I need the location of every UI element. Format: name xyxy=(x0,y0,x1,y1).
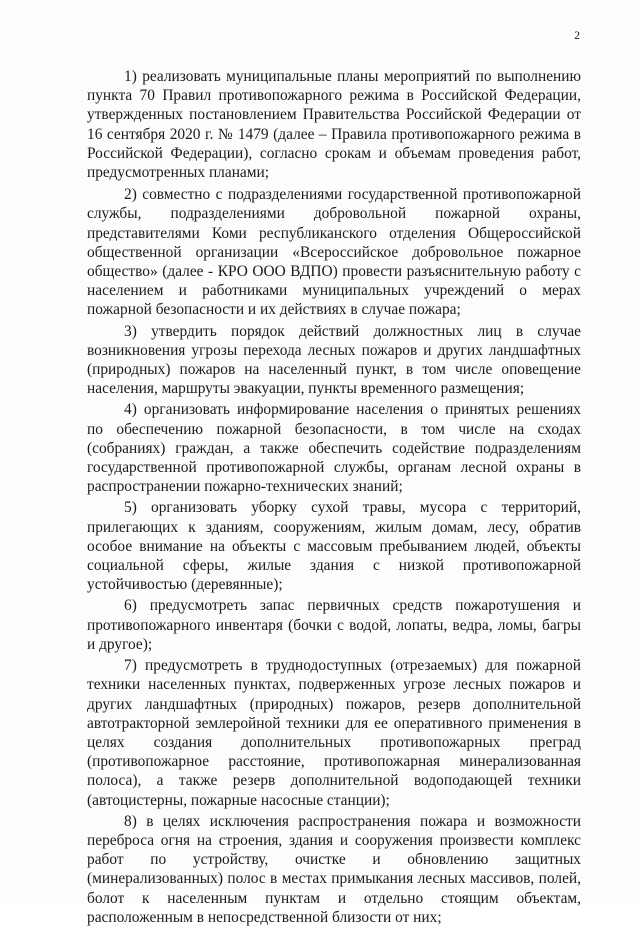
page-number: 2 xyxy=(574,30,580,42)
paragraph-item-8: 8) в целях исключения распространения пожара и возможности переброса огня на строения, здания и сооружения произвести комплекс работ по устройству, очистке и обновлению защитных (минерализованных) полос в местах примыкания лесных массивов, полей, болот к населенным пунктам и отдельно стоящим объектам, расположенным в непосредственной близости от них; xyxy=(87,812,581,926)
paragraph-item-7: 7) предусмотреть в труднодоступных (отрезаемых) для пожарной техники населенных пунктах, подверженных угрозе лесных пожаров и других ландшафтных (природных) пожаров, резерв дополнительной автотракторной землеройной техники для ее оперативного применения в целях создания дополнительных противопожарных преград (противопожарное расстояние, противопожарная минерализованная полоса), а также резерв дополнительной водоподающей техники (автоцистерны, пожарные насосные станции); xyxy=(87,657,581,809)
paragraph-item-4: 4) организовать информирование населения о принятых решениях по обеспечению пожарной безопасности, в том числе на сходах (собраниях) граждан, а также обеспечить содействие подразделениям государственной противопожарной службы, органам лесной охраны в распространении пожарно-технических знаний; xyxy=(87,401,581,496)
document-body xyxy=(87,67,581,927)
paragraph-item-6: 6) предусмотреть запас первичных средств пожаротушения и противопожарного инвентаря (бочки с водой, лопаты, ведра, ломы, багры и другое); xyxy=(87,597,581,653)
paragraph-item-2: 2) совместно с подразделениями государственной противопожарной службы, подразделениями добровольной пожарной охраны, представителями Коми республиканского отделения Общероссийской общественной организации «Всероссийское добровольное пожарное общество» (далее - КРО ООО ВДПО) провести разъяснительную работу с населением и работниками муниципальных учреждений о мерах пожарной безопасности и их действиях в случае пожара; xyxy=(87,186,581,319)
paragraph-item-5: 5) организовать уборку сухой травы, мусора с территорий, прилегающих к зданиям, сооружениям, жилым домам, лесу, обратив особое внимание на объекты с массовым пребыванием людей, объекты социальной сферы, жилые здания с низкой противопожарной устойчивостью (деревянные); xyxy=(87,499,581,594)
paragraph-item-3: 3) утвердить порядок действий должностных лиц в случае возникновения угрозы перехода лесных пожаров и других ландшафтных (природных) пожаров на населенный пункт, в том числе оповещение населения, маршруты эвакуации, пункты временного размещения; xyxy=(87,322,581,398)
paragraph-item-1: 1) реализовать муниципальные планы мероприятий по выполнению пункта 70 Правил противопожарного режима в Российской Федерации, утвержденных постановлением Правительства Российской Федерации от 16 сентября 2020 г. № 1479 (далее – Правила противопожарного режима в Российской Федерации), согласно срокам и объемам проведения работ, предусмотренных планами; xyxy=(87,68,581,182)
